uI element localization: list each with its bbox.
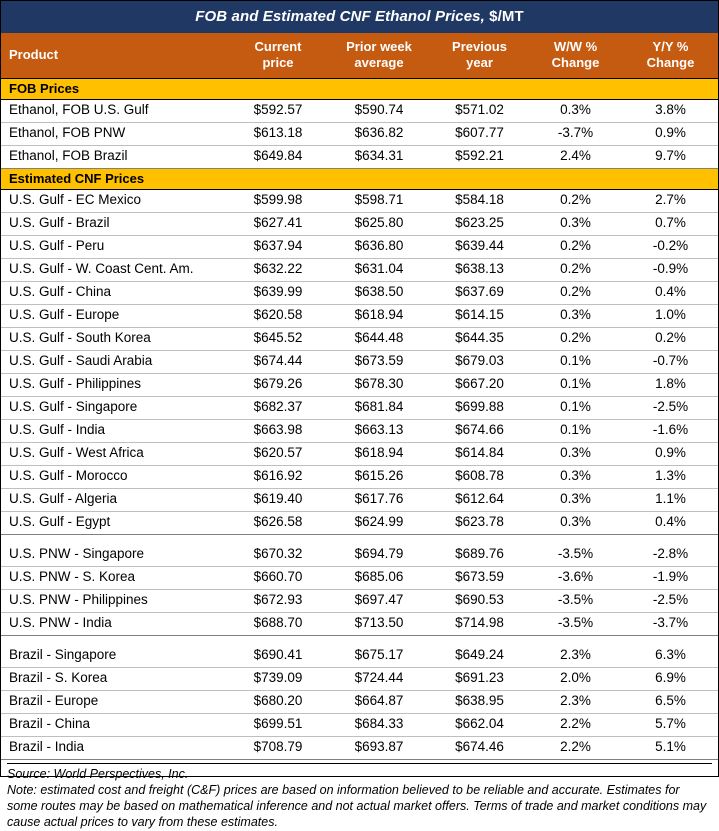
cell-yy-change: 5.7% [623,713,718,736]
column-header-yy-change-line2: Change [629,55,712,71]
table-row [1,612,718,635]
cell-current-price: $649.84 [229,145,327,168]
cell-prior-week-average: $598.71 [327,189,431,212]
column-header-yy-change [623,33,718,78]
cell-prior-week-average: $617.76 [327,488,431,511]
cell-product: U.S. Gulf - Europe [1,304,229,327]
cell-product: U.S. Gulf - Saudi Arabia [1,350,229,373]
cell-product: U.S. PNW - Philippines [1,589,229,612]
cell-yy-change: 0.9% [623,442,718,465]
cell-current-price: $672.93 [229,589,327,612]
cell-previous-year: $612.64 [431,488,528,511]
cell-prior-week-average: $644.48 [327,327,431,350]
section-header-label: Estimated CNF Prices [1,168,718,189]
table-row [1,304,718,327]
column-header-yy-change-line1: Y/Y % [629,39,712,55]
cell-ww-change: 0.1% [528,373,623,396]
cell-previous-year: $637.69 [431,281,528,304]
cell-product: Brazil - India [1,736,229,759]
cell-previous-year: $638.95 [431,690,528,713]
column-header-ww-change [528,33,623,78]
table-spacer-cell [1,635,718,645]
column-header-previous-year-line2: year [437,55,522,71]
cell-prior-week-average: $678.30 [327,373,431,396]
cell-ww-change: 0.3% [528,442,623,465]
section-header-label: FOB Prices [1,78,718,99]
cell-product: Brazil - China [1,713,229,736]
cell-yy-change: 5.1% [623,736,718,759]
cell-product: U.S. Gulf - Morocco [1,465,229,488]
table-row [1,713,718,736]
cell-product: Ethanol, FOB U.S. Gulf [1,99,229,122]
cell-prior-week-average: $685.06 [327,566,431,589]
cell-prior-week-average: $675.17 [327,645,431,668]
footer [1,760,718,831]
cell-current-price: $699.51 [229,713,327,736]
cell-yy-change: 1.0% [623,304,718,327]
cell-current-price: $660.70 [229,566,327,589]
cell-yy-change: 0.9% [623,122,718,145]
section-header-row [1,168,718,189]
cell-previous-year: $571.02 [431,99,528,122]
cell-product: U.S. Gulf - Algeria [1,488,229,511]
note-line: Note: estimated cost and freight (C&F) prices are based on information believed to be reliable and accurate. Estimates for some routes may be based on mathematical inference and not actual market offers. Terms of trade and market conditions may cause actual prices to vary from these estimates. [7,783,712,831]
table-header-row [1,33,718,78]
cell-prior-week-average: $681.84 [327,396,431,419]
cell-prior-week-average: $697.47 [327,589,431,612]
cell-ww-change: 0.1% [528,396,623,419]
cell-yy-change: 6.5% [623,690,718,713]
cell-ww-change: 0.2% [528,281,623,304]
cell-ww-change: -3.5% [528,544,623,567]
cell-prior-week-average: $615.26 [327,465,431,488]
table-row [1,488,718,511]
cell-ww-change: 0.2% [528,235,623,258]
cell-product: U.S. Gulf - Peru [1,235,229,258]
cell-product: U.S. Gulf - Singapore [1,396,229,419]
cell-product: U.S. Gulf - China [1,281,229,304]
cell-ww-change: 0.1% [528,419,623,442]
cell-yy-change: -0.2% [623,235,718,258]
cell-prior-week-average: $638.50 [327,281,431,304]
cell-yy-change: -2.8% [623,544,718,567]
cell-previous-year: $623.25 [431,212,528,235]
cell-prior-week-average: $663.13 [327,419,431,442]
cell-current-price: $663.98 [229,419,327,442]
cell-prior-week-average: $636.82 [327,122,431,145]
cell-product: Brazil - S. Korea [1,667,229,690]
column-header-current-price-line2: price [235,55,321,71]
cell-product: U.S. Gulf - West Africa [1,442,229,465]
cell-current-price: $690.41 [229,645,327,668]
cell-current-price: $632.22 [229,258,327,281]
cell-prior-week-average: $694.79 [327,544,431,567]
table-row [1,235,718,258]
column-header-ww-change-line1: W/W % [534,39,617,55]
table-row [1,667,718,690]
cell-yy-change: -2.5% [623,589,718,612]
cell-ww-change: 0.3% [528,488,623,511]
cell-previous-year: $662.04 [431,713,528,736]
table-spacer-cell [1,534,718,544]
cell-ww-change: 2.0% [528,667,623,690]
cell-yy-change: 9.7% [623,145,718,168]
cell-yy-change: 1.1% [623,488,718,511]
cell-ww-change: 0.3% [528,465,623,488]
cell-prior-week-average: $625.80 [327,212,431,235]
cell-previous-year: $608.78 [431,465,528,488]
cell-previous-year: $674.66 [431,419,528,442]
table-spacer-row [1,534,718,544]
cell-current-price: $616.92 [229,465,327,488]
cell-product: Brazil - Europe [1,690,229,713]
cell-ww-change: 2.2% [528,736,623,759]
cell-product: U.S. PNW - Singapore [1,544,229,567]
cell-product: Brazil - Singapore [1,645,229,668]
table-spacer-row [1,635,718,645]
table-row [1,396,718,419]
cell-ww-change: 0.1% [528,350,623,373]
page-title [1,1,718,33]
cell-current-price: $679.26 [229,373,327,396]
cell-current-price: $599.98 [229,189,327,212]
column-header-previous-year [431,33,528,78]
cell-current-price: $626.58 [229,511,327,534]
cell-ww-change: 2.2% [528,713,623,736]
cell-ww-change: 0.3% [528,304,623,327]
cell-prior-week-average: $693.87 [327,736,431,759]
table-header [1,33,718,78]
cell-product: Ethanol, FOB PNW [1,122,229,145]
cell-previous-year: $607.77 [431,122,528,145]
cell-ww-change: 0.2% [528,189,623,212]
column-header-prior-week-line1: Prior week [333,39,425,55]
cell-yy-change: -3.7% [623,612,718,635]
cell-previous-year: $699.88 [431,396,528,419]
table-row [1,122,718,145]
table-row [1,373,718,396]
column-header-current-price-line1: Current [235,39,321,55]
cell-current-price: $680.20 [229,690,327,713]
table-row [1,589,718,612]
table-row [1,645,718,668]
cell-previous-year: $689.76 [431,544,528,567]
cell-yy-change: 3.8% [623,99,718,122]
cell-previous-year: $714.98 [431,612,528,635]
cell-current-price: $688.70 [229,612,327,635]
cell-ww-change: 2.3% [528,690,623,713]
cell-ww-change: -3.6% [528,566,623,589]
table-row [1,281,718,304]
table-row [1,99,718,122]
table-row [1,566,718,589]
cell-previous-year: $638.13 [431,258,528,281]
cell-prior-week-average: $636.80 [327,235,431,258]
cell-current-price: $627.41 [229,212,327,235]
column-header-product [1,33,229,78]
cell-current-price: $739.09 [229,667,327,690]
cell-previous-year: $614.84 [431,442,528,465]
cell-current-price: $639.99 [229,281,327,304]
table-row [1,327,718,350]
table-row [1,189,718,212]
cell-current-price: $637.94 [229,235,327,258]
cell-yy-change: -2.5% [623,396,718,419]
cell-current-price: $620.57 [229,442,327,465]
table-row [1,465,718,488]
cell-current-price: $613.18 [229,122,327,145]
column-header-prior-week-line2: average [333,55,425,71]
cell-prior-week-average: $631.04 [327,258,431,281]
cell-yy-change: -0.7% [623,350,718,373]
cell-previous-year: $584.18 [431,189,528,212]
cell-yy-change: 2.7% [623,189,718,212]
cell-prior-week-average: $618.94 [327,442,431,465]
cell-prior-week-average: $618.94 [327,304,431,327]
cell-product: U.S. Gulf - Egypt [1,511,229,534]
cell-ww-change: -3.5% [528,612,623,635]
ethanol-prices-table [1,33,718,760]
cell-yy-change: 1.3% [623,465,718,488]
cell-yy-change: -1.9% [623,566,718,589]
cell-yy-change: -0.9% [623,258,718,281]
cell-previous-year: $673.59 [431,566,528,589]
cell-prior-week-average: $684.33 [327,713,431,736]
cell-yy-change: 1.8% [623,373,718,396]
cell-yy-change: -1.6% [623,419,718,442]
page-title-text: FOB and Estimated CNF Ethanol Prices, [195,8,489,25]
cell-prior-week-average: $713.50 [327,612,431,635]
cell-prior-week-average: $634.31 [327,145,431,168]
cell-product: Ethanol, FOB Brazil [1,145,229,168]
table-row [1,212,718,235]
page-title-units: $/MT [489,8,524,25]
table-row [1,544,718,567]
cell-ww-change: 0.3% [528,99,623,122]
table-row [1,419,718,442]
cell-ww-change: 2.4% [528,145,623,168]
cell-product: U.S. PNW - India [1,612,229,635]
cell-ww-change: -3.5% [528,589,623,612]
cell-previous-year: $644.35 [431,327,528,350]
cell-yy-change: 6.3% [623,645,718,668]
column-header-ww-change-line2: Change [534,55,617,71]
cell-current-price: $619.40 [229,488,327,511]
cell-current-price: $670.32 [229,544,327,567]
column-header-prior-week-average [327,33,431,78]
cell-previous-year: $623.78 [431,511,528,534]
column-header-product-label: Product [9,47,58,62]
table-body [1,78,718,759]
cell-previous-year: $690.53 [431,589,528,612]
cell-product: U.S. Gulf - Brazil [1,212,229,235]
cell-ww-change: 0.3% [528,511,623,534]
cell-prior-week-average: $673.59 [327,350,431,373]
cell-ww-change: 0.2% [528,258,623,281]
cell-yy-change: 0.4% [623,281,718,304]
cell-product: U.S. Gulf - Philippines [1,373,229,396]
cell-yy-change: 0.4% [623,511,718,534]
cell-previous-year: $667.20 [431,373,528,396]
cell-ww-change: 0.2% [528,327,623,350]
cell-prior-week-average: $724.44 [327,667,431,690]
column-header-previous-year-line1: Previous [437,39,522,55]
cell-ww-change: 0.3% [528,212,623,235]
cell-product: U.S. Gulf - India [1,419,229,442]
cell-previous-year: $691.23 [431,667,528,690]
table-row [1,736,718,759]
table-row [1,350,718,373]
cell-previous-year: $679.03 [431,350,528,373]
cell-previous-year: $592.21 [431,145,528,168]
table-row [1,442,718,465]
cell-current-price: $674.44 [229,350,327,373]
section-header-row [1,78,718,99]
table-row [1,511,718,534]
cell-current-price: $592.57 [229,99,327,122]
cell-previous-year: $614.15 [431,304,528,327]
cell-prior-week-average: $624.99 [327,511,431,534]
cell-yy-change: 0.2% [623,327,718,350]
cell-prior-week-average: $664.87 [327,690,431,713]
cell-ww-change: -3.7% [528,122,623,145]
cell-yy-change: 0.7% [623,212,718,235]
cell-previous-year: $639.44 [431,235,528,258]
cell-previous-year: $649.24 [431,645,528,668]
table-row [1,690,718,713]
table-row [1,145,718,168]
cell-yy-change: 6.9% [623,667,718,690]
cell-current-price: $645.52 [229,327,327,350]
cell-current-price: $708.79 [229,736,327,759]
cell-product: U.S. PNW - S. Korea [1,566,229,589]
cell-previous-year: $674.46 [431,736,528,759]
cell-product: U.S. Gulf - South Korea [1,327,229,350]
cell-current-price: $682.37 [229,396,327,419]
cell-ww-change: 2.3% [528,645,623,668]
cell-product: U.S. Gulf - W. Coast Cent. Am. [1,258,229,281]
cell-prior-week-average: $590.74 [327,99,431,122]
table-row [1,258,718,281]
cell-current-price: $620.58 [229,304,327,327]
cell-product: U.S. Gulf - EC Mexico [1,189,229,212]
source-line: Source: World Perspectives, Inc. [7,763,712,783]
column-header-current-price [229,33,327,78]
